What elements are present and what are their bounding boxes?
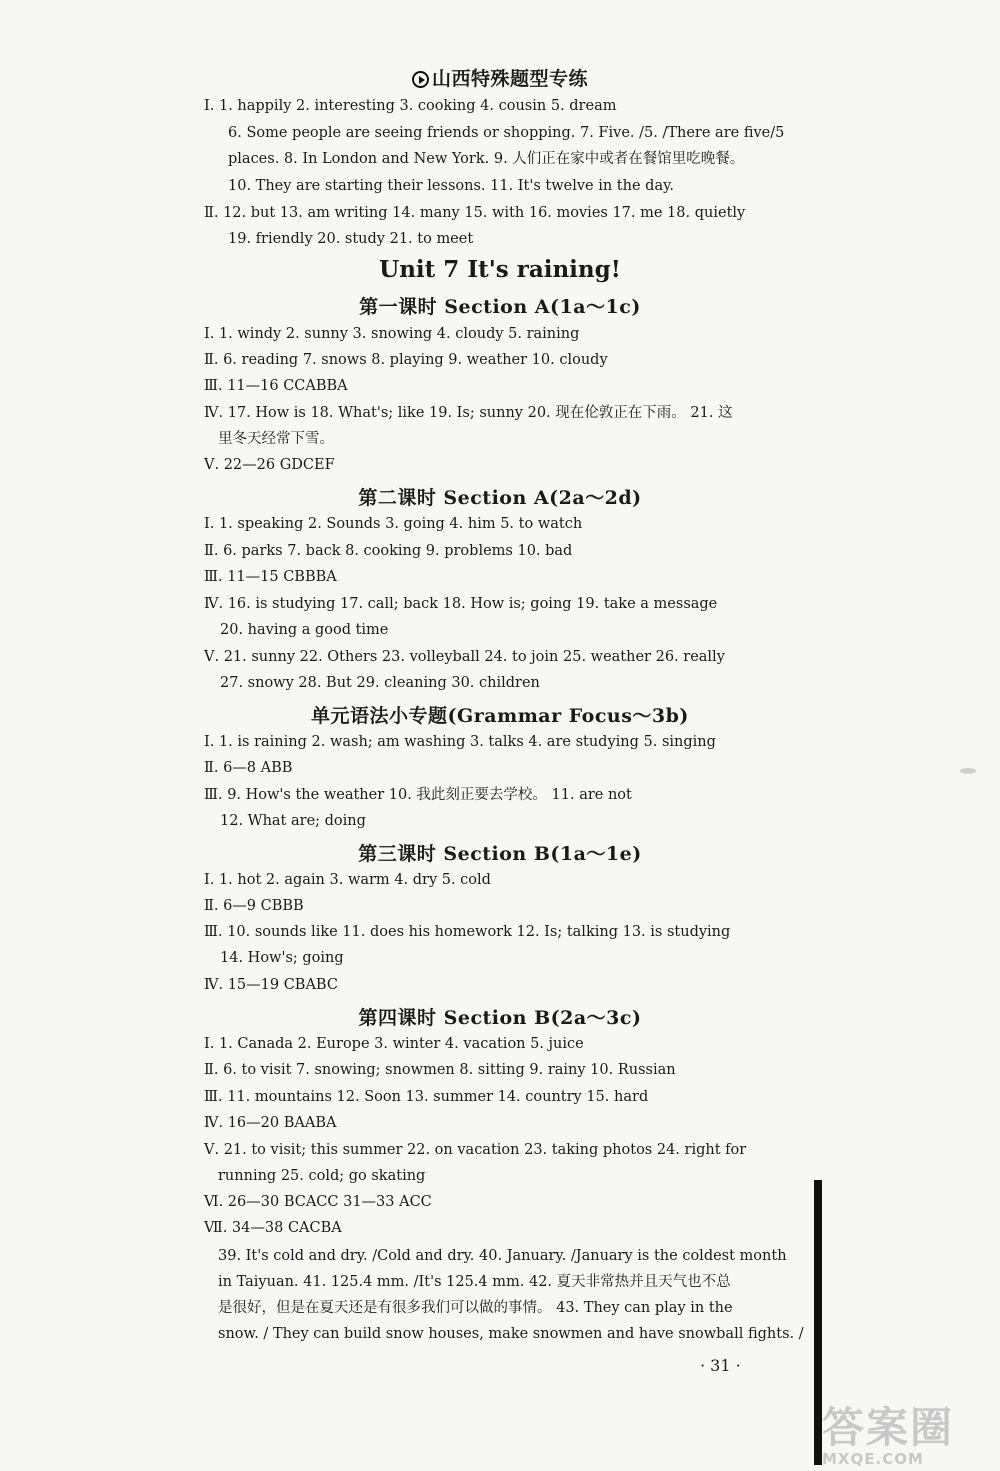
answer-line: Ⅲ. 11—15 CBBBA xyxy=(204,569,337,585)
answer-line: snow. / They can build snow houses, make snowmen and have snowball fights. / xyxy=(218,1326,804,1342)
answer-line: Ⅳ. 17. How is 18. What's; like 19. Is; sunny 20. 现在伦敦正在下雨。 21. 这 xyxy=(204,405,733,421)
watermark-text: 答案圈 xyxy=(822,1403,955,1452)
answer-line: Ⅰ. 1. happily 2. interesting 3. cooking 4. cousin 5. dream xyxy=(204,98,617,114)
answer-line: Ⅰ. 1. windy 2. sunny 3. snowing 4. cloudy 5. raining xyxy=(204,326,580,342)
lesson2-title: 第二课时 Section A(2a～2d) xyxy=(358,487,642,509)
answer-line: 19. friendly 20. study 21. to meet xyxy=(228,231,474,247)
answer-line: Ⅴ. 21. to visit; this summer 22. on vacation 23. taking photos 24. right for xyxy=(204,1142,747,1158)
answer-line: Ⅰ. 1. hot 2. again 3. warm 4. dry 5. cold xyxy=(204,872,491,888)
answer-line: Ⅳ. 16. is studying 17. call; back 18. How is; going 19. take a message xyxy=(204,596,718,612)
lesson3-title: 第三课时 Section B(1a～1e) xyxy=(358,843,642,865)
answer-line: Ⅵ. 26—30 BCACC 31—33 ACC xyxy=(204,1194,432,1210)
answer-line: Ⅱ. 6. parks 7. back 8. cooking 9. problems 10. bad xyxy=(204,543,573,559)
special-section-title: 山西特殊题型专练 xyxy=(0,64,1000,91)
binding-bar xyxy=(814,1180,822,1465)
answer-line: 里冬天经常下雪。 xyxy=(218,431,334,447)
answer-line: 39. It's cold and dry. /Cold and dry. 40. January. /January is the coldest month xyxy=(218,1248,787,1264)
unit-title: Unit 7 It's raining! xyxy=(379,256,621,283)
answer-line: in Taiyuan. 41. 125.4 mm. /It's 125.4 mm. 42. 夏天非常热并且天气也不总 xyxy=(218,1274,731,1290)
answer-line: Ⅰ. 1. is raining 2. wash; am washing 3. talks 4. are studying 5. singing xyxy=(204,734,716,750)
answer-line: Ⅰ. 1. Canada 2. Europe 3. winter 4. vacation 5. juice xyxy=(204,1036,584,1052)
answer-line: 10. They are starting their lessons. 11. It's twelve in the day. xyxy=(228,178,674,194)
answer-line: Ⅴ. 22—26 GDCEF xyxy=(204,457,335,473)
answer-line: Ⅲ. 10. sounds like 11. does his homework 12. Is; talking 13. is studying xyxy=(204,924,731,940)
lesson1-title: 第一课时 Section A(1a～1c) xyxy=(359,296,641,318)
answer-line: 6. Some people are seeing friends or shopping. 7. Five. /5. /There are five/5 xyxy=(228,125,785,141)
answer-line: places. 8. In London and New York. 9. 人们正在家中或者在餐馆里吃晚餐。 xyxy=(228,151,745,167)
answer-line: running 25. cold; go skating xyxy=(218,1168,426,1184)
answer-line: Ⅱ. 6. to visit 7. snowing; snowmen 8. sitting 9. rainy 10. Russian xyxy=(204,1062,676,1078)
answer-line: Ⅱ. 6—9 CBBB xyxy=(204,898,304,914)
answer-line: Ⅳ. 15—19 CBABC xyxy=(204,977,338,993)
answer-line: Ⅶ. 34—38 CACBA xyxy=(204,1220,342,1236)
answer-line: Ⅴ. 21. sunny 22. Others 23. volleyball 24. to join 25. weather 26. really xyxy=(204,649,725,665)
scan-smudge xyxy=(960,768,976,774)
answer-line: 20. having a good time xyxy=(220,622,389,638)
answer-line: Ⅲ. 11—16 CCABBA xyxy=(204,378,348,394)
answer-line: Ⅱ. 6. reading 7. snows 8. playing 9. weather 10. cloudy xyxy=(204,352,608,368)
watermark-url: MXQE.COM xyxy=(822,1450,924,1468)
answer-line: Ⅱ. 12. but 13. am writing 14. many 15. with 16. movies 17. me 18. quietly xyxy=(204,205,746,221)
answer-line: Ⅰ. 1. speaking 2. Sounds 3. going 4. him 5. to watch xyxy=(204,516,583,532)
answer-line: Ⅲ. 11. mountains 12. Soon 13. summer 14. country 15. hard xyxy=(204,1089,649,1105)
lesson4-title: 第四课时 Section B(2a～3c) xyxy=(358,1007,642,1029)
answer-line: Ⅱ. 6—8 ABB xyxy=(204,760,293,776)
answer-line: Ⅳ. 16—20 BAABA xyxy=(204,1115,337,1131)
answer-line: 12. What are; doing xyxy=(220,813,366,829)
answer-line: 27. snowy 28. But 29. cleaning 30. children xyxy=(220,675,540,691)
answer-line: Ⅲ. 9. How's the weather 10. 我此刻正要去学校。 11. are not xyxy=(204,787,632,803)
answer-line: 14. How's; going xyxy=(220,950,344,966)
play-circle-icon xyxy=(412,71,429,88)
grammar-title: 单元语法小专题(Grammar Focus～3b) xyxy=(311,705,689,727)
page-number: · 31 · xyxy=(700,1356,741,1375)
watermark-logo xyxy=(822,1405,1000,1471)
answer-line: 是很好，但是在夏天还是有很多我们可以做的事情。 43. They can play in the xyxy=(218,1300,733,1316)
